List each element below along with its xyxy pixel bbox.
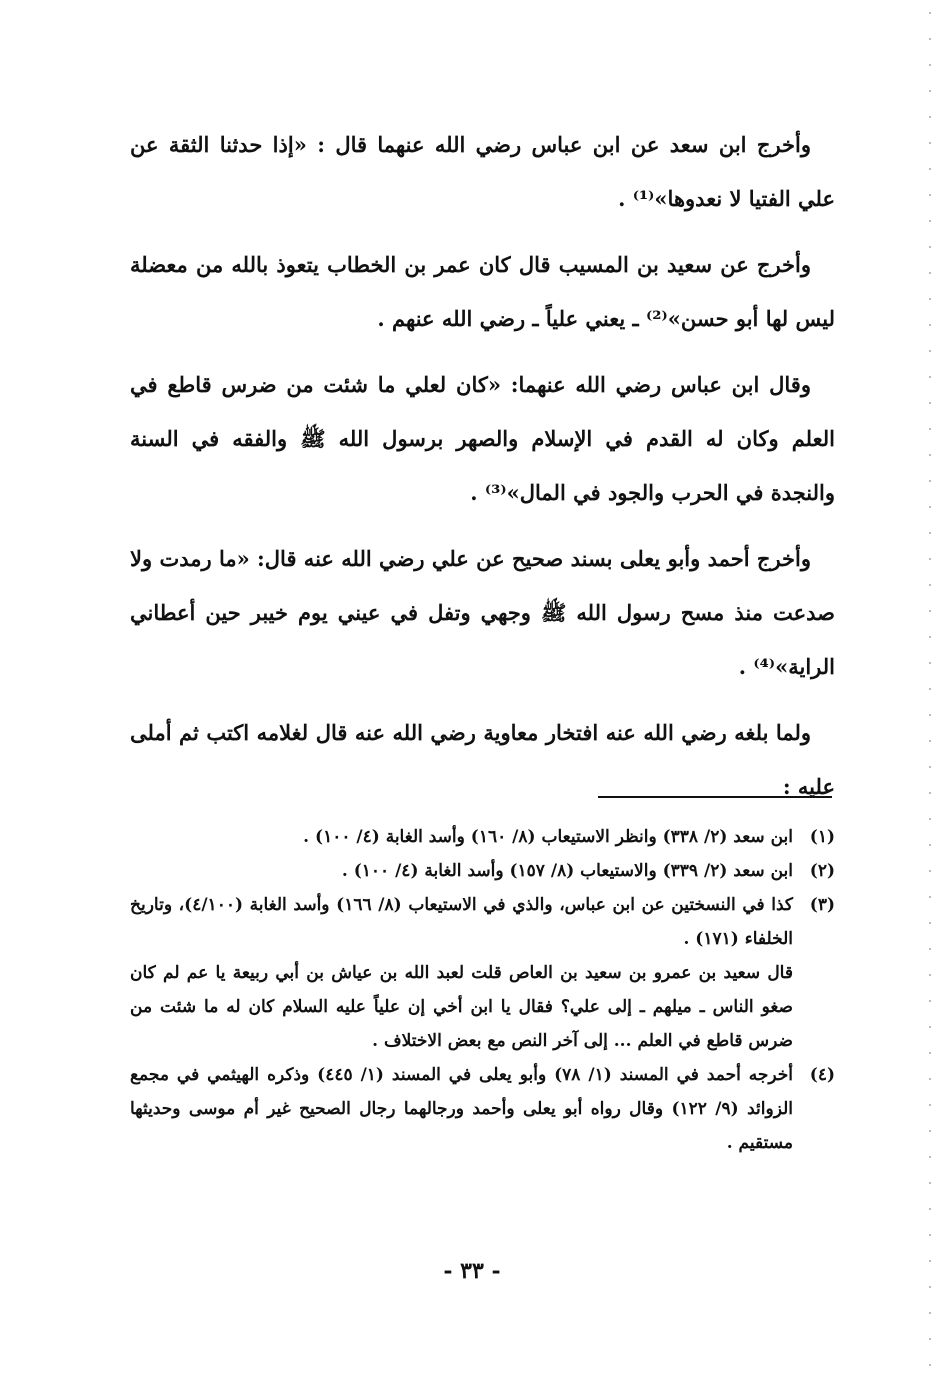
paragraph: وأخرج ابن سعد عن ابن عباس رضي الله عنهما قال : «إذا حدثنا الثقة عن علي الفتيا لا نعدوها»⁽¹⁾ . [130,132,835,211]
footnote [130,820,835,854]
footnote [130,854,835,888]
footnote [130,888,835,956]
page-number: - ٣٣ - [443,1258,501,1284]
footnote-number: (١) [809,827,835,847]
footnote-text: ابن سعد (٢/ ٣٣٨) وانظر الاستيعاب (٨/ ١٦٠) وأسد الغابة (٤/ ١٠٠) . [303,827,793,847]
footnote-number: (٣) [809,895,835,915]
footnote-text: كذا في النسختين عن ابن عباس، والذي في الاستيعاب (٨/ ١٦٦) وأسد الغابة (٤/١٠٠)، وتاريخ الخلفاء (١٧١) . [130,895,793,949]
binding-edge-dots [928,0,932,1375]
footnote-separator [598,796,832,798]
main-text [130,118,835,826]
paragraph: وأخرج أحمد وأبو يعلى بسند صحيح عن علي رضي الله عنه قال: «ما رمدت ولا صدعت منذ مسح رسول الله ﷺ وجهي وتفل في عيني يوم خيبر حين أعطاني الراية»⁽⁴⁾ . [130,546,835,679]
footnote-number: (٤) [809,1065,835,1085]
footnote-text: أخرجه أحمد في المسند (١/ ٧٨) وأبو يعلى في المسند (١/ ٤٤٥) وذكره الهيثمي في مجمع الزوائد (٩/ ١٢٢) وقال رواه أبو يعلى وأحمد ورجالهما رجال الصحيح غير أم موسى وحديثها مستقيم . [130,1065,793,1153]
paragraph: ولما بلغه رضي الله عنه افتخار معاوية رضي الله عنه قال لغلامه اكتب ثم أملى عليه : [130,720,835,799]
paragraph: وقال ابن عباس رضي الله عنهما: «كان لعلي ما شئت من ضرس قاطع في العلم وكان له القدم في الإسلام والصهر برسول الله ﷺ والفقه في السنة والنجدة في الحرب والجود في المال»⁽³⁾ . [130,372,835,505]
footnote [130,1058,835,1160]
footnote-number: (٢) [809,861,835,881]
paragraph: وأخرج عن سعيد بن المسيب قال كان عمر بن الخطاب يتعوذ بالله من معضلة ليس لها أبو حسن»⁽²⁾ ـ يعني علياً ـ رضي الله عنهم . [130,252,835,331]
footnote-text: ابن سعد (٢/ ٣٣٩) والاستيعاب (٨/ ١٥٧) وأسد الغابة (٤/ ١٠٠) . [341,861,793,881]
footnotes [130,820,835,1160]
footnote-continuation: قال سعيد بن عمرو بن سعيد بن العاص قلت لعبد الله بن عياش بن أبي ربيعة يا عم لم كان صغو الناس ـ ميلهم ـ إلى علي؟ فقال يا ابن أخي إن علياً عليه السلام كان له ما شئت من ضرس قاطع في العلم ... إلى آخر النص مع بعض الاختلاف . [130,963,793,1051]
